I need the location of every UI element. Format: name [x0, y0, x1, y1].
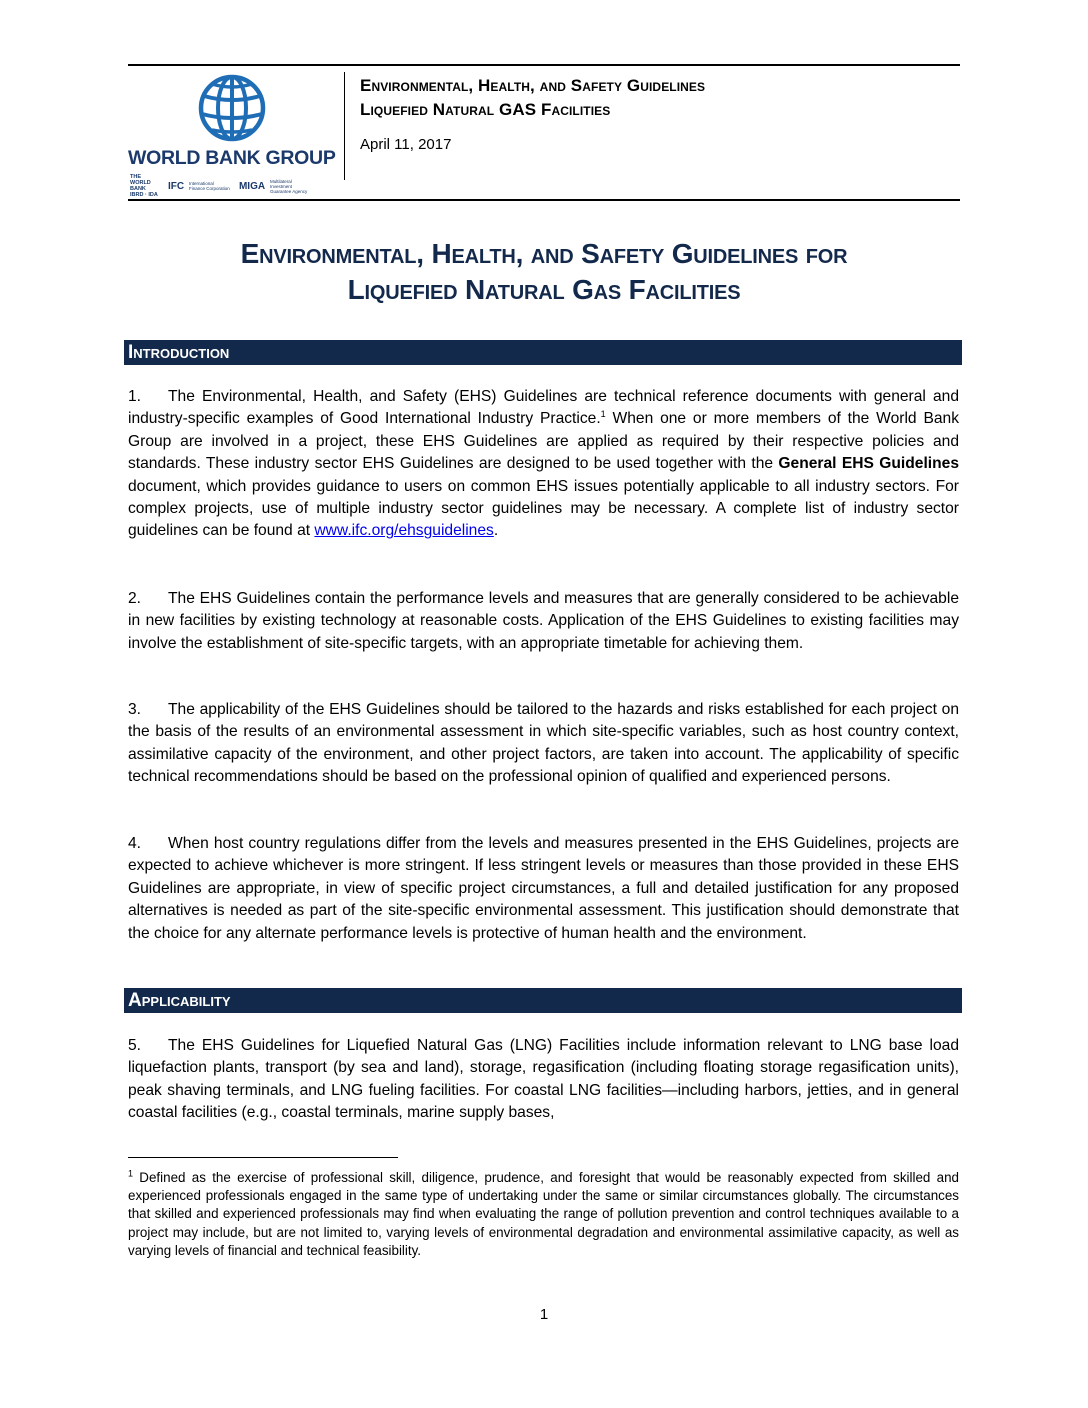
- paragraph-text: When host country regulations differ from the levels and measures presented in the EHS Guidelines, projects are expected to achieve whichever is more stringent. If less stringent levels or measures than those provided in these EHS Guidelines are appropriate, in view of specific project circumstances, a full and detailed justification for any proposed alternatives is needed as part of the site-specific environmental assessment. This justification should demonstrate that the choice for any alternate performance levels is protective of human health and the environment.: [128, 835, 959, 942]
- paragraph-text: The applicability of the EHS Guidelines should be tailored to the hazards and risks established for each project on the basis of the results of an environmental assessment in which site-specific variables, such as host country context, assimilative capacity of the environment, and other project factors, are taken into account. The applicability of specific technical recommendations should be based on the professional opinion of qualified and experienced persons.: [128, 701, 959, 786]
- ehs-guidelines-link[interactable]: www.ifc.org/ehsguidelines: [314, 522, 494, 540]
- sub-brand-ifc-caption: International Finance Corporation: [189, 181, 230, 192]
- footnote-number: 1: [128, 1168, 134, 1179]
- general-ehs-guidelines-bold: General EHS Guidelines: [778, 455, 959, 473]
- paragraph-number: 5.: [128, 1037, 142, 1054]
- footnote-separator: [128, 1157, 398, 1158]
- paragraph-text: The Environmental, Health, and Safety (EHS) Guidelines are technical reference documents with general and industry-specific examples of Good International Industry Practice.: [128, 388, 959, 428]
- paragraph-3: [128, 699, 959, 789]
- paragraph-text: When one or more members of the World Bank Group are involved in a project, these EHS Guidelines are applied as required by their respective policies and standards. These industry sector EHS Guidelines are designed to be used together with the: [128, 410, 959, 473]
- document-title-line-1: Environmental, Health, and Safety Guidelines for: [240, 238, 848, 269]
- footnote-1: [128, 1169, 959, 1260]
- header-date: April 11, 2017: [360, 136, 452, 153]
- paragraph-1: [128, 386, 959, 543]
- paragraph-text: .: [493, 522, 499, 540]
- logo-wordmark: WORLD BANK GROUP: [128, 147, 336, 169]
- header-bottom-rule: [128, 199, 960, 201]
- paragraph-text: The EHS Guidelines for Liquefied Natural Gas (LNG) Facilities include information relevant to LNG base load liquefaction plants, transport (by sea and land), storage, regasification (including floating storage regasification units), peak shaving terminals, and LNG fueling facilities. For coastal LNG facilities—including harbors, jetties, and in general coastal facilities (e.g., coastal terminals, marine supply bases,: [128, 1037, 959, 1122]
- paragraph-number: 4.: [128, 835, 142, 852]
- sub-brand-miga-caption: Multilateral Investment Guarantee Agency: [270, 178, 308, 194]
- section-heading-introduction: Introduction: [124, 340, 962, 365]
- world-bank-group-logo: [128, 74, 336, 198]
- globe-icon: [198, 74, 266, 142]
- paragraph-2: [128, 588, 959, 655]
- logo-sub-brands: [130, 174, 334, 198]
- document-title: [128, 236, 960, 308]
- footnote-text: Defined as the exercise of professional skill, diligence, prudence, and foresight that would be reasonably expected from skilled and experienced professionals engaged in the same type of undertaking under the same or similar circumstances globally. The circumstances that skilled and experienced professionals may find when evaluating the range of pollution prevention and control techniques available to a project may include, but are not limited to, varying levels of environmental degradation and environmental assimilative capacity, as well as varying levels of financial and technical feasibility.: [128, 1170, 959, 1258]
- paragraph-4: [128, 833, 959, 945]
- header-title-line-1: Environmental, Health, and Safety Guidelines: [360, 76, 706, 95]
- header-title-line-2: Liquefied Natural GAS Facilities: [360, 100, 611, 119]
- paragraph-text: The EHS Guidelines contain the performance levels and measures that are generally considered to be achievable in new facilities by existing technology at reasonable costs. Application of the EHS Guidelines to existing facilities may involve the establishment of site-specific targets, with an appropriate timetable for achieving them.: [128, 590, 959, 652]
- sub-brand-miga: MIGA: [238, 180, 266, 192]
- header-top-rule: [128, 64, 960, 66]
- paragraph-5: [128, 1035, 959, 1125]
- footnote-reference[interactable]: 1: [600, 409, 606, 420]
- sub-brand-ifc: IFC: [167, 180, 185, 192]
- paragraph-number: 3.: [128, 701, 142, 718]
- paragraph-text: document, which provides guidance to users on common EHS issues potentially applicable to all industry sectors. For complex projects, use of multiple industry sector guidelines may be necessary. A complete list of industry sector guidelines can be found at: [128, 477, 959, 540]
- paragraph-number: 2.: [128, 590, 142, 607]
- section-heading-applicability: Applicability: [124, 988, 962, 1013]
- sub-brand-world-bank: THE WORLD BANK IBRD · IDA: [130, 174, 158, 198]
- paragraph-number: 1.: [128, 388, 142, 405]
- document-title-line-2: Liquefied Natural Gas Facilities: [347, 274, 741, 305]
- header-divider: [344, 72, 345, 180]
- page-number: 1: [539, 1306, 549, 1323]
